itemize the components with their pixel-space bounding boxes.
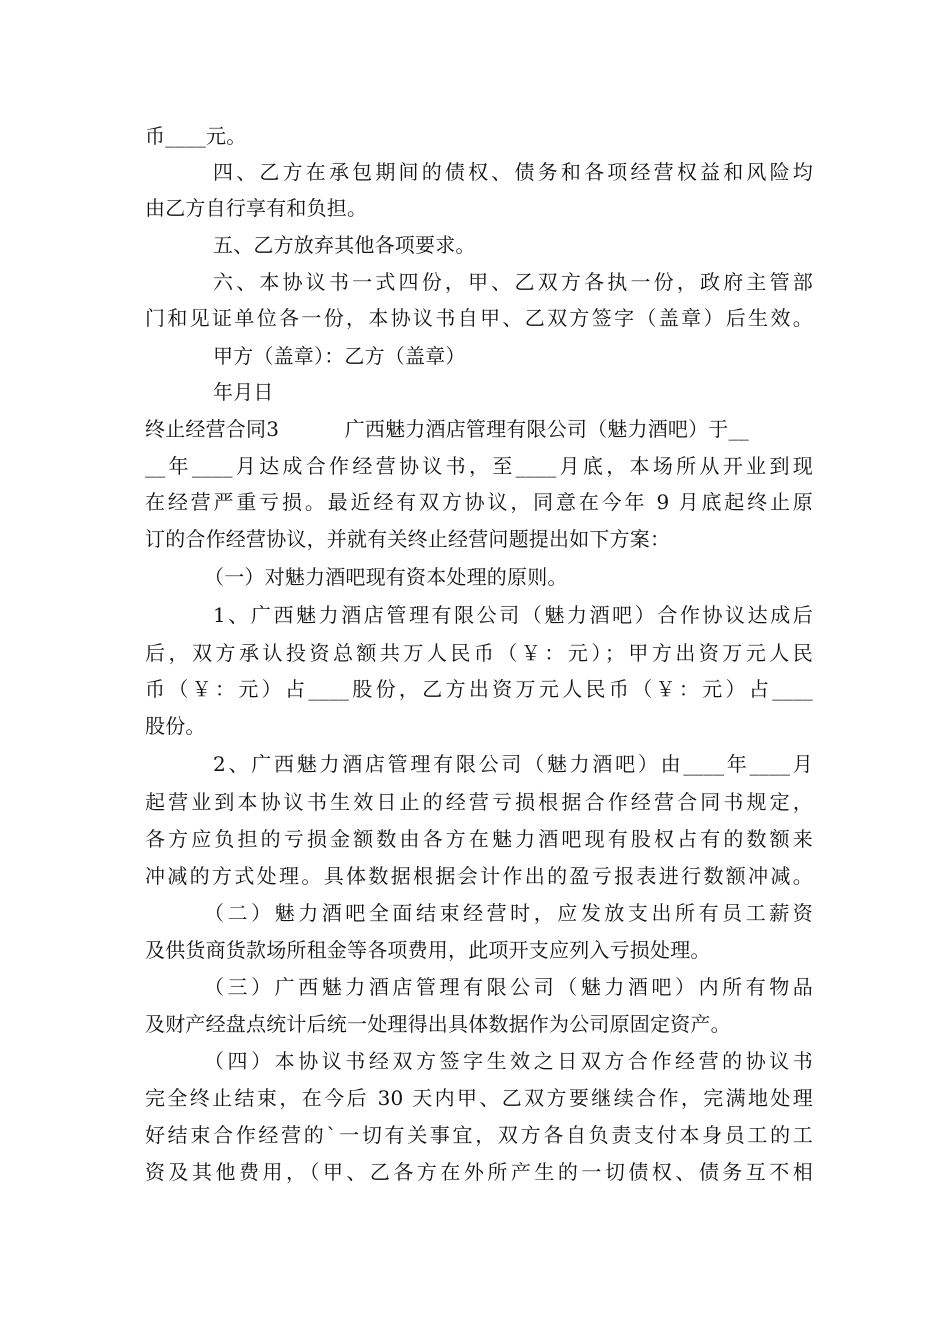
- text-line: 起营业到本协议书生效日止的经营亏损根据合作经营合同书规定，: [145, 790, 813, 814]
- text-line: 币____元。: [145, 124, 247, 148]
- text-line: 币（￥：元）占____股份，乙方出资万元人民币（￥：元）占____: [145, 677, 813, 701]
- text-line: 冲减的方式处理。具体数据根据会计作出的盈亏报表进行数额冲减。: [145, 864, 813, 888]
- text-line: 六、本协议书一式四份，甲、乙双方各执一份，政府主管部: [213, 270, 813, 294]
- text-line: 及供货商货款场所租金等各项费用，此项开支应列入亏损处理。: [145, 938, 711, 962]
- text-line: 股份。: [145, 714, 206, 738]
- text-line: （三）广西魅力酒店管理有限公司（魅力酒吧）内所有物品: [204, 975, 813, 999]
- text-line: __年____月达成合作经营协议书，至____月底，本场所从开业到现: [145, 454, 813, 478]
- text-line: 在经营严重亏损。最近经有双方协议，同意在今年 9 月底起终止原: [145, 490, 813, 514]
- text-line: 由乙方自行享有和负担。: [145, 196, 368, 220]
- text-line: （二）魅力酒吧全面结束经营时，应发放支出所有员工薪资: [204, 901, 813, 925]
- text-line: （一）对魅力酒吧现有资本处理的原则。: [204, 565, 568, 589]
- text-line: 各方应负担的亏损金额数由各方在魅力酒吧现有股权占有的数额来: [145, 827, 813, 851]
- text-line: 2、广西魅力酒店管理有限公司（魅力酒吧）由____年____月: [213, 752, 813, 776]
- text-line: 甲方（盖章）：乙方（盖章）: [213, 344, 466, 368]
- text-line: 后，双方承认投资总额共万人民币（￥：元）；甲方出资万元人民: [145, 641, 813, 665]
- text-line: 资及其他费用，（甲、乙各方在外所产生的一切债权、债务互不相: [145, 1160, 813, 1184]
- text-line: 五、乙方放弃其他各项要求。: [213, 233, 476, 257]
- text-line: 好结束合作经营的`一切有关事宜，双方各自负责支付本身员工的工: [145, 1123, 813, 1147]
- text-line: 1、广西魅力酒店管理有限公司（魅力酒吧）合作协议达成后: [213, 603, 813, 627]
- text-line: 门和见证单位各一份，本协议书自甲、乙双方签字（盖章）后生效。: [145, 306, 813, 330]
- section-heading: 终止经营合同3 广西魅力酒店管理有限公司（魅力酒吧）于__: [145, 417, 749, 441]
- text-line: 及财产经盘点统计后统一处理得出具体数据作为公司原固定资产。: [145, 1012, 731, 1036]
- text-line: 订的合作经营协议，并就有关终止经营问题提出如下方案：: [145, 527, 671, 551]
- text-line: 年月日: [213, 380, 274, 404]
- text-line: 四、乙方在承包期间的债权、债务和各项经营权益和风险均: [213, 160, 813, 184]
- text-line: （四）本协议书经双方签字生效之日双方合作经营的协议书: [204, 1049, 813, 1073]
- text-line: 完全终止结束，在今后 30 天内甲、乙双方要继续合作，完满地处理: [145, 1086, 813, 1110]
